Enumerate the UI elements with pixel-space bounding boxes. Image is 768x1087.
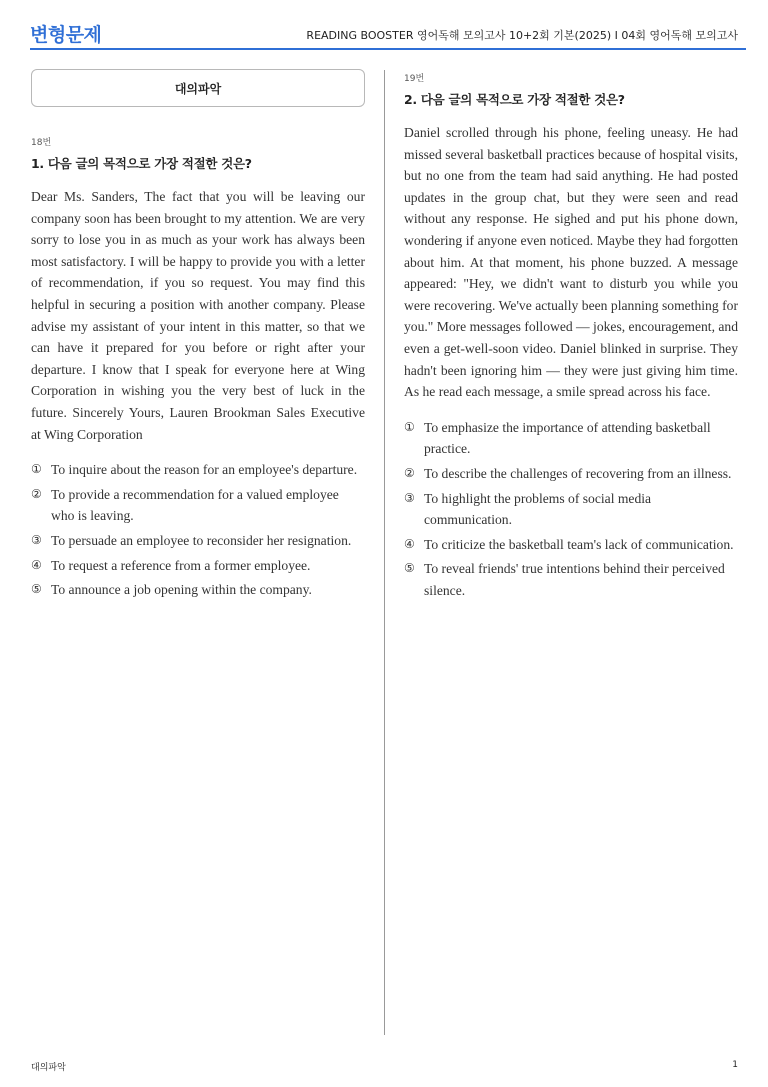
question-1 bbox=[31, 135, 365, 604]
option-text: To highlight the problems of social media communication. bbox=[424, 490, 652, 528]
page-number: 1 bbox=[732, 1060, 738, 1070]
option-number: ① bbox=[31, 462, 42, 477]
question-number-label: 18번 bbox=[31, 138, 52, 148]
answer-options bbox=[404, 417, 738, 602]
option-text: To reveal friends' true intentions behind their perceived silence. bbox=[424, 561, 725, 598]
option-text: To announce a job opening within the company. bbox=[51, 582, 312, 598]
option-number: ② bbox=[404, 465, 415, 480]
answer-option[interactable] bbox=[31, 459, 365, 481]
answer-options bbox=[31, 459, 365, 601]
option-text: To emphasize the importance of attending basketball practice. bbox=[424, 419, 711, 457]
header-title: READING BOOSTER 영어독해 모의고사 10+2회 기본(2025) Ⅰ 04회 영어독해 모의고사 bbox=[306, 29, 738, 42]
option-text: To criticize the basketball team's lack of communication. bbox=[424, 536, 734, 552]
answer-option[interactable] bbox=[404, 417, 738, 460]
option-number: ② bbox=[31, 486, 42, 501]
question-number-label: 19번 bbox=[404, 74, 425, 84]
option-text: To persuade an employee to reconsider her resignation. bbox=[51, 532, 352, 548]
answer-option[interactable] bbox=[404, 558, 738, 601]
section-label: 대의파악 bbox=[174, 81, 222, 96]
option-number: ① bbox=[404, 419, 415, 434]
option-number: ③ bbox=[404, 490, 415, 505]
option-text: To inquire about the reason for an employee's departure. bbox=[51, 462, 358, 478]
answer-option[interactable] bbox=[404, 534, 738, 556]
option-number: ④ bbox=[404, 536, 415, 551]
option-text: To describe the challenges of recovering from an illness. bbox=[424, 465, 732, 481]
answer-option[interactable] bbox=[31, 484, 365, 527]
question-passage: Daniel scrolled through his phone, feeling uneasy. He had missed several basketball practices because of hospital visits, but no one from the team had said anything. He had posted updates in the group chat, but they were seen and read without any response. He sighed and put his phone down, wondering if anyone even noticed. Maybe they had forgotten about him. At that moment, his phone buzzed. A message appeared: "Hey, we didn't want to disturb you while you were recovering. We've actually been planning something for you." More messages followed — jokes, encouragement, and even a get-well-soon video. Daniel blinked in surprise. They hadn't been ignoring him — they were just giving him time. As he read each message, a smile spread across his face. bbox=[404, 125, 738, 400]
question-title: 1. 다음 글의 목적으로 가장 적절한 것은? bbox=[31, 156, 252, 171]
column-divider bbox=[384, 70, 385, 1035]
question-passage: Dear Ms. Sanders, The fact that you will be leaving our company soon has been brought to my attention. We are very sorry to lose you in as much as your work has always been most satisfactory. I will be happy to provide you with a letter of recommendation, if you so request. You may find this helpful in securing a position with another company. Please advise my assistant of your intent in this matter, so that we can have it prepared for you before or right after your departure. I know that I speak for everyone here at Wing Corporation in wishing you the very best of luck in the future. Sincerely Yours, Lauren Brookman Sales Executive at Wing Corporation bbox=[31, 189, 365, 442]
option-number: ⑤ bbox=[31, 582, 42, 597]
brand-label: 변형문제 bbox=[30, 24, 102, 46]
answer-option[interactable] bbox=[31, 555, 365, 577]
answer-option[interactable] bbox=[31, 530, 365, 552]
option-number: ③ bbox=[31, 532, 42, 547]
section-label-box bbox=[31, 69, 365, 107]
answer-option[interactable] bbox=[31, 579, 365, 601]
option-text: To request a reference from a former employee. bbox=[51, 557, 311, 573]
option-number: ⑤ bbox=[404, 561, 415, 576]
page-header bbox=[30, 0, 746, 50]
option-number: ④ bbox=[31, 557, 42, 572]
question-2 bbox=[404, 71, 738, 604]
option-text: To provide a recommendation for a valued employee who is leaving. bbox=[51, 486, 339, 524]
footer-section-label: 대의파악 bbox=[31, 1063, 66, 1073]
answer-option[interactable] bbox=[404, 463, 738, 485]
question-title: 2. 다음 글의 목적으로 가장 적절한 것은? bbox=[404, 92, 625, 107]
answer-option[interactable] bbox=[404, 488, 738, 531]
